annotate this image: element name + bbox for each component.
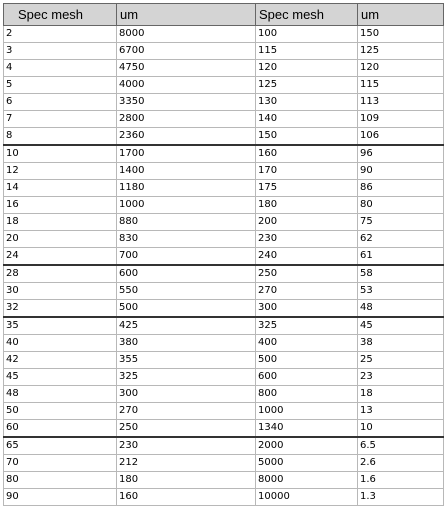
um-right-cell: 90 <box>358 163 444 180</box>
mesh-right-cell: 1000 <box>256 403 358 420</box>
mesh-left-cell: 50 <box>4 403 117 420</box>
table-row <box>4 214 444 231</box>
um-left-cell: 180 <box>117 472 256 489</box>
mesh-right-cell: 170 <box>256 163 358 180</box>
mesh-right-cell: 1340 <box>256 420 358 438</box>
mesh-left-cell: 14 <box>4 180 117 197</box>
um-left-cell: 2360 <box>117 128 256 146</box>
mesh-right-cell: 150 <box>256 128 358 146</box>
um-right-cell: 80 <box>358 197 444 214</box>
mesh-right-cell: 270 <box>256 283 358 300</box>
mesh-left-cell: 3 <box>4 43 117 60</box>
mesh-right-cell: 140 <box>256 111 358 128</box>
mesh-left-cell: 30 <box>4 283 117 300</box>
um-right-cell: 6.5 <box>358 437 444 455</box>
table-row <box>4 283 444 300</box>
um-left-cell: 1180 <box>117 180 256 197</box>
um-left-cell: 380 <box>117 335 256 352</box>
mesh-left-cell: 65 <box>4 437 117 455</box>
um-left-cell: 355 <box>117 352 256 369</box>
table-row <box>4 77 444 94</box>
um-left-cell: 4000 <box>117 77 256 94</box>
um-right-cell: 106 <box>358 128 444 146</box>
um-right-cell: 115 <box>358 77 444 94</box>
table-row <box>4 317 444 335</box>
um-left-cell: 6700 <box>117 43 256 60</box>
header-um-left: um <box>117 4 256 26</box>
um-right-cell: 125 <box>358 43 444 60</box>
table-row <box>4 437 444 455</box>
um-left-cell: 325 <box>117 369 256 386</box>
um-left-cell: 600 <box>117 265 256 283</box>
um-left-cell: 700 <box>117 248 256 266</box>
table-row <box>4 489 444 506</box>
mesh-right-cell: 175 <box>256 180 358 197</box>
table-row <box>4 111 444 128</box>
mesh-right-cell: 10000 <box>256 489 358 506</box>
mesh-size-table <box>3 3 444 506</box>
um-right-cell: 62 <box>358 231 444 248</box>
mesh-right-cell: 160 <box>256 145 358 163</box>
um-left-cell: 160 <box>117 489 256 506</box>
table-row <box>4 248 444 266</box>
table-row <box>4 163 444 180</box>
mesh-right-cell: 125 <box>256 77 358 94</box>
um-right-cell: 10 <box>358 420 444 438</box>
table-row <box>4 180 444 197</box>
mesh-right-cell: 250 <box>256 265 358 283</box>
um-left-cell: 550 <box>117 283 256 300</box>
um-left-cell: 4750 <box>117 60 256 77</box>
mesh-left-cell: 45 <box>4 369 117 386</box>
mesh-left-cell: 5 <box>4 77 117 94</box>
um-right-cell: 38 <box>358 335 444 352</box>
mesh-right-cell: 120 <box>256 60 358 77</box>
mesh-left-cell: 20 <box>4 231 117 248</box>
table-row <box>4 300 444 318</box>
um-left-cell: 250 <box>117 420 256 438</box>
mesh-right-cell: 2000 <box>256 437 358 455</box>
mesh-right-cell: 130 <box>256 94 358 111</box>
um-right-cell: 25 <box>358 352 444 369</box>
table-row <box>4 420 444 438</box>
um-left-cell: 2800 <box>117 111 256 128</box>
um-right-cell: 1.6 <box>358 472 444 489</box>
um-right-cell: 86 <box>358 180 444 197</box>
header-spec-mesh-left: Spec mesh <box>4 4 117 26</box>
mesh-right-cell: 240 <box>256 248 358 266</box>
mesh-left-cell: 28 <box>4 265 117 283</box>
um-right-cell: 1.3 <box>358 489 444 506</box>
table-row <box>4 265 444 283</box>
mesh-left-cell: 18 <box>4 214 117 231</box>
um-right-cell: 13 <box>358 403 444 420</box>
mesh-left-cell: 4 <box>4 60 117 77</box>
mesh-left-cell: 6 <box>4 94 117 111</box>
um-right-cell: 18 <box>358 386 444 403</box>
table-row <box>4 26 444 43</box>
um-left-cell: 3350 <box>117 94 256 111</box>
table-row <box>4 455 444 472</box>
mesh-right-cell: 400 <box>256 335 358 352</box>
mesh-left-cell: 40 <box>4 335 117 352</box>
mesh-left-cell: 32 <box>4 300 117 318</box>
table-row <box>4 335 444 352</box>
mesh-left-cell: 7 <box>4 111 117 128</box>
mesh-right-cell: 200 <box>256 214 358 231</box>
table-row <box>4 60 444 77</box>
mesh-right-cell: 500 <box>256 352 358 369</box>
um-left-cell: 1700 <box>117 145 256 163</box>
um-left-cell: 880 <box>117 214 256 231</box>
table-body <box>4 26 444 506</box>
table-row <box>4 128 444 146</box>
mesh-left-cell: 70 <box>4 455 117 472</box>
mesh-left-cell: 42 <box>4 352 117 369</box>
header-row <box>4 4 444 26</box>
um-right-cell: 75 <box>358 214 444 231</box>
mesh-left-cell: 10 <box>4 145 117 163</box>
um-right-cell: 61 <box>358 248 444 266</box>
um-right-cell: 96 <box>358 145 444 163</box>
table-row <box>4 145 444 163</box>
mesh-right-cell: 5000 <box>256 455 358 472</box>
header-spec-mesh-right: Spec mesh <box>256 4 358 26</box>
mesh-left-cell: 12 <box>4 163 117 180</box>
mesh-left-cell: 16 <box>4 197 117 214</box>
mesh-left-cell: 60 <box>4 420 117 438</box>
um-right-cell: 120 <box>358 60 444 77</box>
mesh-right-cell: 600 <box>256 369 358 386</box>
table-row <box>4 231 444 248</box>
mesh-right-cell: 100 <box>256 26 358 43</box>
mesh-right-cell: 8000 <box>256 472 358 489</box>
um-left-cell: 1400 <box>117 163 256 180</box>
mesh-left-cell: 2 <box>4 26 117 43</box>
um-right-cell: 109 <box>358 111 444 128</box>
um-left-cell: 425 <box>117 317 256 335</box>
mesh-left-cell: 80 <box>4 472 117 489</box>
um-left-cell: 1000 <box>117 197 256 214</box>
um-left-cell: 8000 <box>117 26 256 43</box>
um-right-cell: 45 <box>358 317 444 335</box>
table-row <box>4 197 444 214</box>
mesh-right-cell: 115 <box>256 43 358 60</box>
um-left-cell: 230 <box>117 437 256 455</box>
table-row <box>4 369 444 386</box>
mesh-right-cell: 230 <box>256 231 358 248</box>
table-row <box>4 472 444 489</box>
um-right-cell: 150 <box>358 26 444 43</box>
um-right-cell: 48 <box>358 300 444 318</box>
um-left-cell: 300 <box>117 386 256 403</box>
table-row <box>4 386 444 403</box>
mesh-right-cell: 180 <box>256 197 358 214</box>
header-um-right: um <box>358 4 444 26</box>
um-left-cell: 270 <box>117 403 256 420</box>
mesh-right-cell: 800 <box>256 386 358 403</box>
table-row <box>4 403 444 420</box>
um-left-cell: 212 <box>117 455 256 472</box>
mesh-right-cell: 325 <box>256 317 358 335</box>
mesh-left-cell: 35 <box>4 317 117 335</box>
um-left-cell: 830 <box>117 231 256 248</box>
um-right-cell: 58 <box>358 265 444 283</box>
table-row <box>4 352 444 369</box>
um-right-cell: 113 <box>358 94 444 111</box>
um-right-cell: 23 <box>358 369 444 386</box>
um-left-cell: 500 <box>117 300 256 318</box>
mesh-left-cell: 24 <box>4 248 117 266</box>
mesh-left-cell: 48 <box>4 386 117 403</box>
um-right-cell: 53 <box>358 283 444 300</box>
um-right-cell: 2.6 <box>358 455 444 472</box>
table-row <box>4 43 444 60</box>
mesh-right-cell: 300 <box>256 300 358 318</box>
mesh-left-cell: 90 <box>4 489 117 506</box>
mesh-left-cell: 8 <box>4 128 117 146</box>
table-row <box>4 94 444 111</box>
